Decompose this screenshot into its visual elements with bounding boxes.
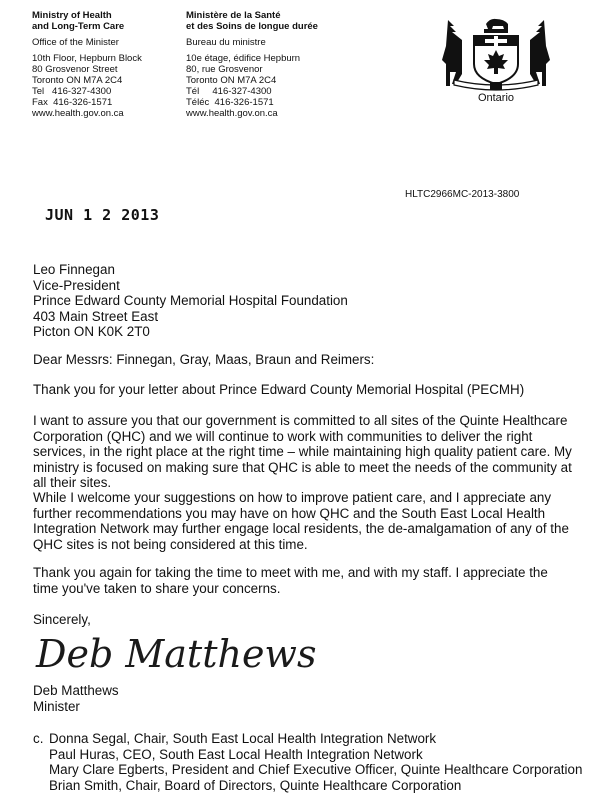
recipient-street: 403 Main Street East: [33, 308, 159, 324]
recipient-organization: Prince Edward County Memorial Hospital Foundation: [33, 293, 348, 309]
reference-number: HLTC2966MC-2013-3800: [405, 189, 520, 200]
cc-prefix: c.: [33, 731, 44, 746]
office-name: Office of the Minister: [32, 37, 119, 48]
cc-recipient: Donna Segal, Chair, South East Local Health Integration Network: [49, 731, 437, 746]
cc-recipient: Mary Clare Egberts, President and Chief Executive Officer, Quinte Healthcare Corporation: [49, 762, 583, 778]
letterhead-french: [186, 10, 356, 119]
paragraph-1: Thank you for your letter about Prince Edward County Memorial Hospital (PECMH): [33, 382, 525, 397]
telephone: Tel 416-327-4300: [32, 86, 112, 97]
website-fr: www.health.gov.on.ca: [186, 108, 278, 119]
address-fr-line1: 10e étage, édifice Hepburn: [186, 53, 301, 64]
recipient-title: Vice-President: [33, 277, 120, 293]
ontario-crest-icon: [440, 14, 552, 106]
date-stamp: JUN 1 2 2013: [45, 206, 160, 224]
recipient-address: [33, 262, 553, 340]
address-line3: Toronto ON M7A 2C4: [32, 75, 123, 86]
letterhead-english: [32, 10, 182, 119]
address-fr-line3: Toronto ON M7A 2C4: [186, 75, 277, 86]
crest-caption: Ontario: [477, 92, 515, 104]
paragraph-2: I want to assure you that our government is committed to all sites of the Quinte Healthcare Corporation (QHC) and we will continue to work with communities to deliver the right services, in the right place at the right time – while maintaining high quality patient care. My ministry is focused on making sure that QHC is able to meet the needs of the community at all their sites.: [33, 413, 572, 491]
address-line1: 10th Floor, Hepburn Block: [32, 53, 142, 64]
org-name-fr-line1: Ministère de la Santé: [186, 10, 281, 21]
telephone-fr: Tél 416-327-4300: [186, 86, 272, 97]
org-name-line2: and Long-Term Care: [32, 21, 125, 32]
fax: Fax 416-326-1571: [32, 97, 113, 108]
coat-of-arms-graphic: [440, 14, 552, 94]
fax-fr: Téléc 416-326-1571: [186, 97, 274, 108]
website: www.health.gov.on.ca: [32, 108, 124, 119]
signatory-title: Minister: [33, 698, 80, 714]
handwritten-signature: Deb Matthews: [36, 632, 317, 676]
cc-list: [49, 731, 594, 793]
signatory-block: [33, 683, 119, 714]
paragraph-4: Thank you again for taking the time to meet with me, and with my staff. I appreciate the time you've taken to share your concerns.: [33, 565, 548, 596]
recipient-city: Picton ON K0K 2T0: [33, 324, 150, 340]
org-name-line1: Ministry of Health: [32, 10, 112, 21]
recipient-name: Leo Finnegan: [33, 262, 115, 277]
cc-recipient: Paul Huras, CEO, South East Local Health Integration Network: [49, 746, 423, 762]
closing: Sincerely,: [33, 612, 91, 627]
signatory-name: Deb Matthews: [33, 683, 119, 698]
address-line2: 80 Grosvenor Street: [32, 64, 118, 75]
org-name-fr-line2: et des Soins de longue durée: [186, 21, 318, 32]
salutation: Dear Messrs: Finnegan, Gray, Maas, Braun and Reimers:: [33, 352, 375, 367]
office-name-fr: Bureau du ministre: [186, 37, 266, 48]
paragraph-3: While I welcome your suggestions on how to improve patient care, and I appreciate any further recommendations you may have on how QHC and the South East Local Health Integration Network may further engage local residents, the de-amalgamation of any of the QHC sites is not being considered at this time.: [33, 490, 569, 552]
address-fr-line2: 80, rue Grosvenor: [186, 64, 263, 75]
cc-recipient: Brian Smith, Chair, Board of Directors, Quinte Healthcare Corporation: [49, 777, 462, 793]
